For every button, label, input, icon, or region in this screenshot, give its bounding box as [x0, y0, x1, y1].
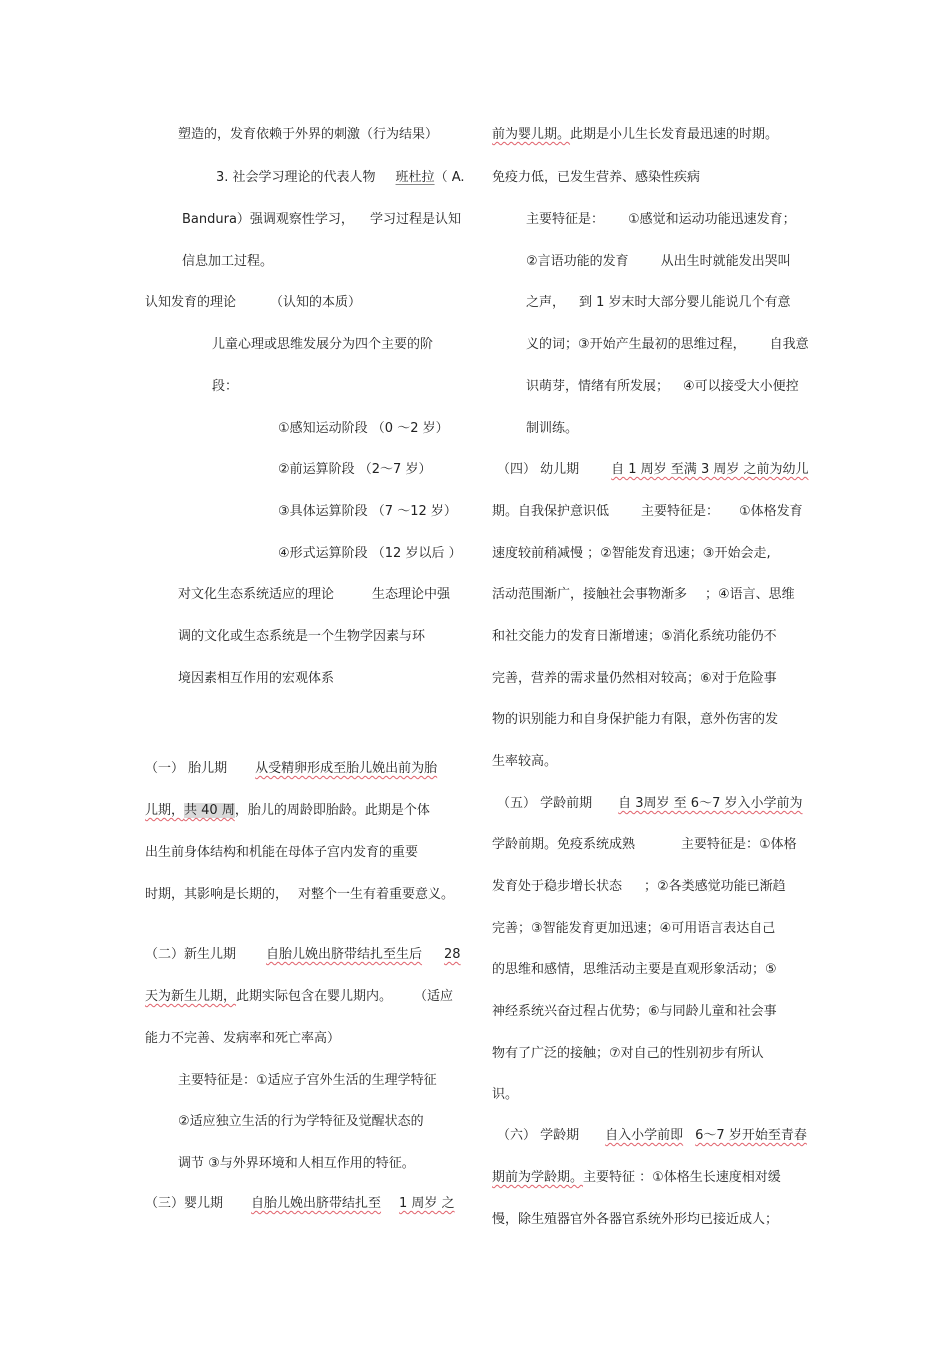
- text-line: 儿期，共 40 周，胎儿的周龄即胎龄。此期是个体: [145, 803, 430, 818]
- text-line: 慢，除生殖器官外各器官系统外形均已接近成人；: [492, 1212, 779, 1227]
- stage-item: ④形式运算阶段 （12 岁以后 ）: [278, 546, 462, 561]
- text-line: 活动范围渐广，接触社会事物渐多 ；④语言、思维: [492, 587, 795, 602]
- highlighted-term: 共 40 周: [184, 803, 235, 818]
- text-line: Bandura）强调观察性学习， 学习过程是认知: [182, 212, 461, 227]
- text-line: 期。自我保护意识低 主要特征是： ①体格发育: [492, 504, 803, 519]
- text-line: 前为婴儿期。此期是小儿生长发育最迅速的时期。: [492, 127, 779, 142]
- text-line: 完善；③智能发育更加迅速；④可用语言表达自己: [492, 921, 776, 936]
- text-line: ②适应独立生活的行为学特征及觉醒状态的: [178, 1114, 424, 1129]
- text-line: 天为新生儿期，此期实际包含在婴儿期内。 （适应: [145, 989, 454, 1004]
- period-heading: （三）婴儿期 自胎儿娩出脐带结扎至 1 周岁 之: [145, 1196, 455, 1211]
- text-line: 时期，其影响是长期的， 对整个一生有着重要意义。: [145, 887, 455, 902]
- text-line: ②言语功能的发育 从出生时就能发出哭叫: [526, 254, 791, 269]
- text-line: 期前为学龄期。主要特征 ：①体格生长速度相对缓: [492, 1170, 781, 1185]
- text-line: 调的文化或生态系统是一个生物学因素与环: [178, 629, 426, 644]
- text-line: 信息加工过程。: [182, 254, 274, 269]
- stage-item: ①感知运动阶段 （0 ～2 岁）: [278, 421, 449, 436]
- text-line: 之声， 到 1 岁末时大部分婴儿能说几个有意: [526, 295, 791, 310]
- period-heading: （一） 胎儿期 从受精卵形成至胎儿娩出前为胎: [145, 761, 438, 776]
- text-line: 物有了广泛的接触；⑦对自己的性别初步有所认: [492, 1046, 764, 1061]
- text-line: 主要特征是： ①感觉和运动功能迅速发育；: [526, 212, 796, 227]
- stage-item: ②前运算阶段 （2～7 岁）: [278, 462, 432, 477]
- period-heading: （二）新生儿期 自胎儿娩出脐带结扎至生后 28: [145, 947, 461, 962]
- text-line: 儿童心理或思维发展分为四个主要的阶: [212, 337, 434, 352]
- text-line: 调节 ③与外界环境和人相互作用的特征。: [178, 1156, 415, 1171]
- text-line: 3. 社会学习理论的代表人物 班杜拉（ A.: [216, 170, 465, 185]
- text-line: 塑造的，发育依赖于外界的刺激（行为结果）: [178, 127, 439, 142]
- text-line: 神经系统兴奋过程占优势；⑥与同龄儿童和社会事: [492, 1004, 777, 1019]
- text-line: 出生前身体结构和机能在母体子宫内发育的重要: [145, 845, 419, 860]
- text-line: 制训练。: [526, 421, 579, 436]
- text-line: 能力不完善、发病率和死亡率高）: [145, 1031, 341, 1046]
- period-heading: （六） 学龄期 自入小学前即 6～7 岁开始至青春: [497, 1128, 807, 1143]
- text-line: 和社交能力的发育日渐增速；⑤消化系统功能仍不: [492, 629, 777, 644]
- text-line: 学龄前期。免疫系统成熟 主要特征是：①体格: [492, 837, 797, 852]
- period-heading: （四） 幼儿期 自 1 周岁 至满 3 周岁 之前为幼儿: [497, 462, 809, 477]
- text-line: 物的识别能力和自身保护能力有限，意外伤害的发: [492, 712, 779, 727]
- text-line: 免疫力低，已发生营养、感染性疾病: [492, 170, 701, 185]
- text-line: 完善，营养的需求量仍然相对较高；⑥对于危险事: [492, 671, 777, 686]
- period-heading: （五） 学龄前期 自 3周岁 至 6～7 岁入小学前为: [497, 796, 803, 811]
- section-heading: 认知发育的理论 （认知的本质）: [145, 295, 362, 310]
- text-line: 段：: [212, 379, 239, 394]
- text-line: 速度较前稍减慢 ；②智能发育迅速；③开始会走,: [492, 546, 771, 561]
- text-line: 发育处于稳步增长状态 ；②各类感觉功能已渐趋: [492, 879, 786, 894]
- text-line: 识。: [492, 1087, 519, 1102]
- text-line: 对文化生态系统适应的理论 生态理论中强: [178, 587, 451, 602]
- text-line: 境因素相互作用的宏观体系: [178, 671, 335, 686]
- text-line: 识萌芽，情绪有所发展； ④可以接受大小便控: [526, 379, 799, 394]
- author-name: 班杜拉: [395, 170, 435, 185]
- text-line: 生率较高。: [492, 754, 558, 769]
- stage-item: ③具体运算阶段 （7 ～12 岁）: [278, 504, 457, 519]
- text-line: 主要特征是：①适应子宫外生活的生理学特征: [178, 1073, 437, 1088]
- text-line: 的思维和感情，思维活动主要是直观形象活动；⑤: [492, 962, 777, 977]
- text-line: 义的词；③开始产生最初的思维过程， 自我意: [526, 337, 809, 352]
